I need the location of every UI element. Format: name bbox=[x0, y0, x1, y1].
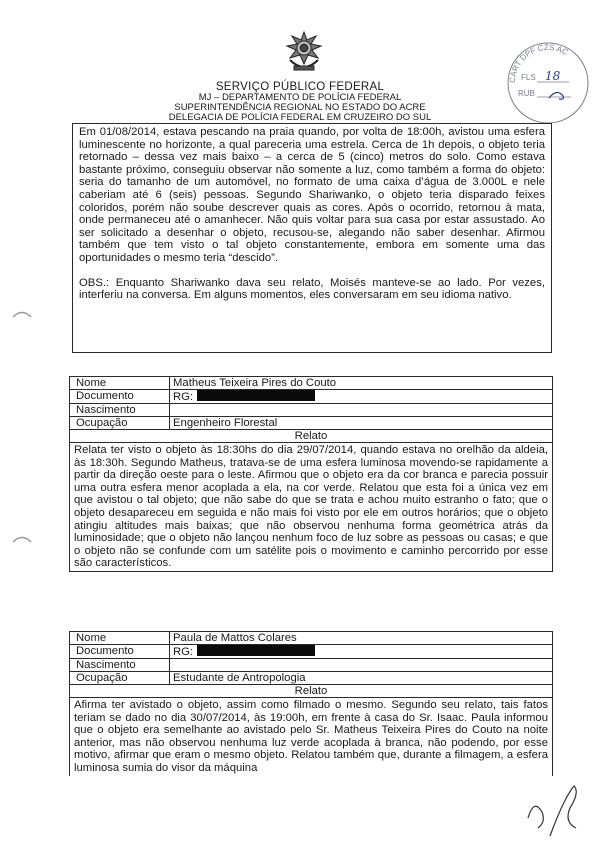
label-ocupacao: Ocupação bbox=[70, 417, 170, 430]
value-ocupacao: Estudante de Antropologia bbox=[170, 672, 553, 685]
value-nascimento bbox=[170, 404, 553, 417]
value-nome: Paula de Mattos Colares bbox=[170, 632, 553, 645]
relato-heading: Relato bbox=[70, 685, 553, 698]
table-row bbox=[70, 430, 553, 443]
label-documento: Documento bbox=[70, 645, 170, 659]
stamp-fls-value: 18 bbox=[545, 69, 561, 83]
value-documento bbox=[170, 645, 553, 659]
header-service: SERVIÇO PÚBLICO FEDERAL bbox=[215, 81, 385, 93]
page-stamp bbox=[505, 40, 591, 126]
stamp-fls-label: FLS bbox=[521, 73, 536, 82]
stamp-rub-label: RUB bbox=[518, 89, 535, 98]
relato-text: Relata ter visto o objeto às 18:30hs do dia 29/07/2014, quando estava no orelhão da aldeia, às 18:30h. Segundo Matheus, tratava-se de uma esfera luminosa movendo-se rapidamente a partir da direção oeste para o leste. Afirmou que o objeto era da cor branca e parecia possuir uma outra esfera menor acoplada a ela, na cor verde. Relatou que esta foi a única vez em que avistou o tal objeto; que não sabe do que se trata e achou muito estranho o fato; que o objeto desapareceu em seguida e não mais foi visto por ele em outros horários; que o objeto atingiu altitudes mais baixas; que não observou nenhuma forma geométrica atrás da luminosidade; que o objeto não lançou nenhum foco de luz sobre as pessoas ou casas; e que o objeto não se confunde com um satélite pois o movimento e caminho percorrido por esse são característicos. bbox=[70, 443, 553, 572]
table-row bbox=[70, 377, 553, 390]
table-row bbox=[70, 659, 553, 672]
label-ocupacao: Ocupação bbox=[70, 672, 170, 685]
testimony-block-1 bbox=[72, 123, 552, 353]
value-nascimento bbox=[170, 659, 553, 672]
table-row bbox=[70, 685, 553, 698]
redaction-bar bbox=[197, 390, 315, 401]
table-row bbox=[70, 390, 553, 404]
punch-hole-icon bbox=[12, 308, 32, 318]
label-nome: Nome bbox=[70, 377, 170, 390]
value-documento bbox=[170, 390, 553, 404]
relato-text: Afirma ter avistado o objeto, assim como filmado o mesmo. Segundo seu relato, tais fatos teriam se dado no dia 30/07/2014, às 19:00h, em frente à casa do Sr. Isaac. Paula informou que o objeto era semelhante ao avistado pelo Sr. Matheus Teixeira Pires do Couto na noite anterior, mas não observou nenhuma luz verde acoplada à branca, não podendo, por esse motivo, afirmar que eram o mesmo objeto. Relatou também que, durante a filmagem, a esfera luminosa sumia do visor da máquina bbox=[70, 698, 553, 776]
stamp-rubric-icon bbox=[549, 92, 564, 99]
value-nome: Matheus Teixeira Pires do Couto bbox=[170, 377, 553, 390]
header-delegacia: DELEGACIA DE POLÍCIA FEDERAL EM CRUZEIRO DO SUL bbox=[168, 112, 432, 123]
table-row bbox=[70, 632, 553, 645]
label-nascimento: Nascimento bbox=[70, 404, 170, 417]
coat-of-arms-icon bbox=[284, 30, 324, 74]
table-row bbox=[70, 672, 553, 685]
header-ministry: MJ – DEPARTAMENTO DE POLÍCIA FEDERAL bbox=[198, 92, 402, 103]
signature-icon bbox=[520, 778, 590, 848]
witness-table-1 bbox=[69, 376, 553, 572]
table-row bbox=[70, 404, 553, 417]
witness-table-2 bbox=[69, 631, 553, 776]
label-nome: Nome bbox=[70, 632, 170, 645]
table-row bbox=[70, 645, 553, 659]
label-documento: Documento bbox=[70, 390, 170, 404]
observation-paragraph: OBS.: Enquanto Shariwanko dava seu relato, Moisés manteve-se ao lado. Por vezes, interferiu na conversa. Em alguns momentos, eles conversaram em seu idioma nativo. bbox=[79, 276, 545, 302]
redaction-bar bbox=[197, 645, 315, 656]
label-nascimento: Nascimento bbox=[70, 659, 170, 672]
table-row bbox=[70, 417, 553, 430]
testimony-paragraph: Em 01/08/2014, estava pescando na praia quando, por volta de 18:00h, avistou uma esfera luminescente no horizonte, a qual pareceria uma estrela. Cerca de 1h depois, o objeto teria retornado – dessa vez mais baixo – a cerca de 5 (cinco) metros do solo. Como estava bastante próximo, conseguiu observar não somente a luz, como também a forma do objeto: seria do tamanho de um automóvel, no formato de uma caixa d’água de 3.000L e nele caberiam até 6 (seis) pessoas. Segundo Shariwanko, o objeto teria disparado feixes coloridos, porém não soube descrever quais as cores. Após o ocorrido, retornou à mata, onde permaneceu até o amanhecer. Não quis voltar para sua casa por estar assustado. Ao ser solicitado a desenhar o objeto, recusou-se, alegando não saber desenhar. Afirmou também que tem visto o tal objeto constantemente, embora em somente uma das oportunidades o mesmo teria “descido”. bbox=[79, 126, 545, 264]
rg-label: RG: bbox=[173, 391, 194, 403]
value-ocupacao: Engenheiro Florestal bbox=[170, 417, 553, 430]
rg-label: RG: bbox=[173, 646, 194, 658]
table-row bbox=[70, 698, 553, 776]
relato-heading: Relato bbox=[70, 430, 553, 443]
punch-hole-icon bbox=[12, 533, 32, 543]
header-superintendence: SUPERINTENDÊNCIA REGIONAL NO ESTADO DO ACRE bbox=[174, 102, 426, 113]
table-row bbox=[70, 443, 553, 572]
stamp-ring-text: CART DPF CZS AC bbox=[507, 42, 570, 84]
